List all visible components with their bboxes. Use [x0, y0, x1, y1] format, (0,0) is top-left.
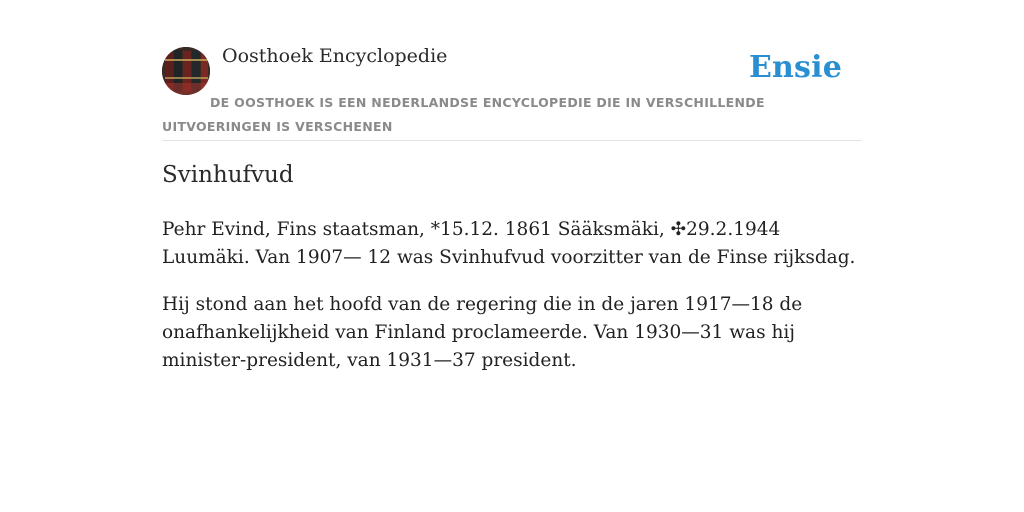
entry-paragraph: Hij stond aan het hoofd van de regering die in de jaren 1917—18 de onafhankelijkheid van Finland proclameerde. Van 1930—31 was hij minister-president, van 1931—37 president.	[162, 294, 803, 371]
entry-paragraph: Pehr Evind, Fins staatsman, *15.12. 1861 Sääksmäki, ✣29.2.1944 Luumäki. Van 1907— 12 was Svinhufvud voorzitter van de Finse rijksdag.	[162, 219, 856, 268]
header	[162, 0, 862, 141]
brand-logo-link[interactable]: Ensie	[748, 50, 842, 85]
book-cover-avatar[interactable]	[162, 47, 210, 95]
book-tagline: DE OOSTHOEK IS EEN NEDERLANDSE ENCYCLOPEDIE DIE IN VERSCHILLENDE UITVOERINGEN IS VERSCHENEN	[162, 95, 765, 134]
book-title[interactable]: Oosthoek Encyclopedie	[222, 45, 448, 67]
entry-title: Svinhufvud	[162, 162, 294, 188]
books-icon	[162, 47, 210, 95]
page-container	[162, 0, 862, 371]
